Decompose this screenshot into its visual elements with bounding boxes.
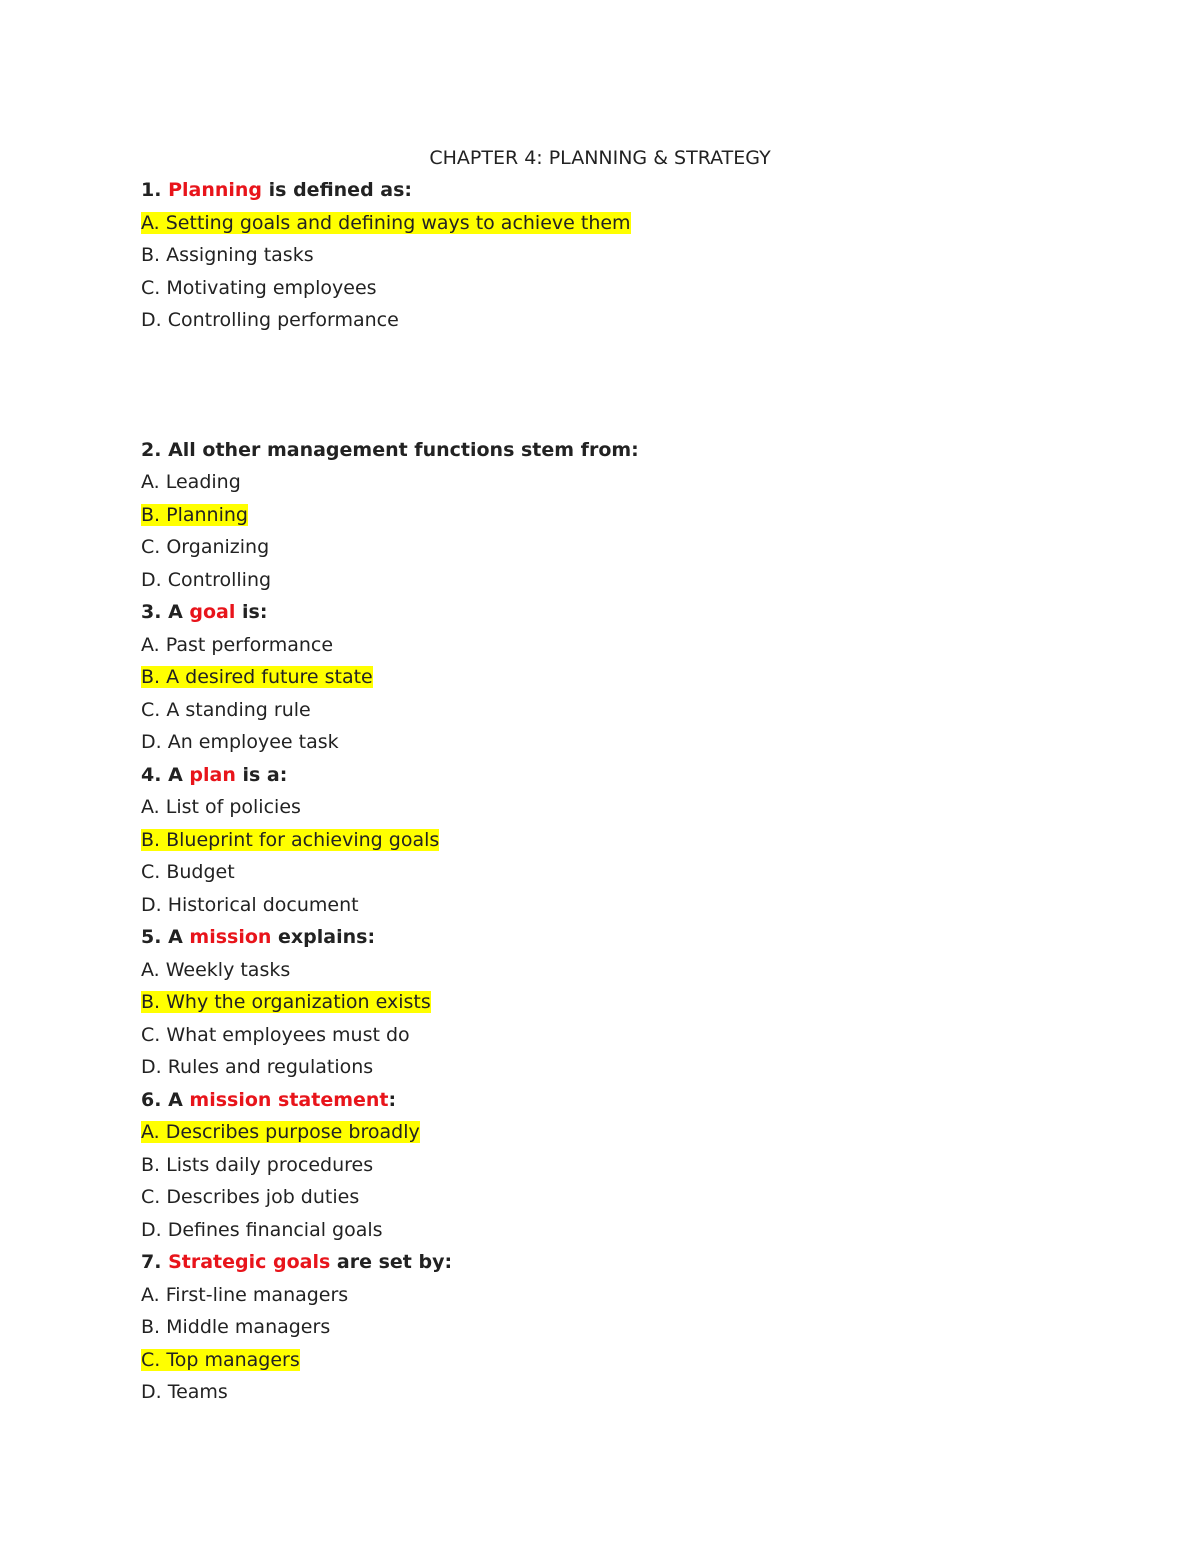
option-text: A. First-line managers — [141, 1283, 349, 1306]
question-text: A — [161, 1088, 190, 1111]
question-text: are set by: — [330, 1251, 453, 1273]
answer-option — [141, 954, 1141, 987]
answer-option — [141, 1019, 1141, 1052]
answer-option — [141, 661, 1141, 694]
question-number: 4. — [141, 763, 162, 786]
answer-option — [141, 564, 1141, 597]
question-stem — [141, 1246, 1141, 1279]
option-text: D. Controlling performance — [141, 309, 399, 331]
question-text: explains: — [271, 926, 376, 948]
question-stem — [141, 174, 1141, 207]
answer-option — [141, 1116, 1141, 1149]
option-text: C. Describes job duties — [141, 1186, 360, 1208]
answer-option — [141, 1279, 1141, 1312]
answer-option — [141, 1051, 1141, 1084]
answer-option — [141, 889, 1141, 922]
option-text: C. What employees must do — [141, 1023, 410, 1046]
question-text: is: — [235, 601, 268, 623]
option-text: D. Controlling — [141, 568, 272, 591]
question-keyword: mission — [189, 926, 272, 948]
option-text: D. Defines financial goals — [141, 1218, 383, 1241]
option-text: B. Lists daily procedures — [141, 1153, 374, 1176]
option-text: D. Teams — [141, 1381, 228, 1403]
option-text: D. Historical document — [141, 893, 359, 916]
question-list — [141, 174, 1141, 1409]
option-text: A. Weekly tasks — [141, 958, 291, 981]
answer-option — [141, 856, 1141, 889]
correct-answer-highlight: B. Why the organization exists — [141, 991, 431, 1013]
option-text: D. An employee task — [141, 731, 339, 753]
correct-answer-highlight: A. Describes purpose broadly — [141, 1121, 420, 1143]
answer-option — [141, 1181, 1141, 1214]
answer-option — [141, 272, 1141, 305]
question-number: 7. — [141, 1251, 162, 1273]
question-keyword: plan — [189, 763, 236, 786]
option-text: A. Past performance — [141, 633, 334, 656]
question-number: 1. — [141, 179, 162, 201]
option-text: B. Middle managers — [141, 1316, 331, 1338]
question-text: All other management functions stem from: — [161, 438, 639, 461]
answer-option — [141, 1376, 1141, 1409]
question-keyword: Strategic goals — [168, 1251, 331, 1273]
question-stem — [141, 1084, 1141, 1117]
question-number: 2. — [141, 438, 162, 461]
correct-answer-highlight: B. Blueprint for achieving goals — [141, 828, 440, 851]
question-text: : — [388, 1088, 397, 1111]
option-text: C. Motivating employees — [141, 276, 377, 299]
answer-option — [141, 1344, 1141, 1377]
answer-option — [141, 1214, 1141, 1247]
blank-space — [141, 337, 1141, 434]
option-text: C. A standing rule — [141, 698, 311, 721]
correct-answer-highlight: C. Top managers — [141, 1348, 300, 1371]
question-text: A — [161, 601, 190, 623]
answer-option — [141, 531, 1141, 564]
question-number: 6. — [141, 1088, 162, 1111]
answer-option — [141, 239, 1141, 272]
correct-answer-highlight: A. Setting goals and defining ways to achieve them — [141, 211, 631, 234]
page-title: CHAPTER 4: PLANNING & STRATEGY — [429, 147, 771, 169]
correct-answer-highlight: B. Planning — [141, 503, 248, 526]
question-keyword: Planning — [168, 179, 263, 201]
answer-option — [141, 791, 1141, 824]
correct-answer-highlight: B. A desired future state — [141, 666, 373, 688]
option-text: C. Budget — [141, 861, 235, 883]
question-text: A — [161, 763, 190, 786]
option-text: B. Assigning tasks — [141, 244, 314, 266]
question-stem — [141, 434, 1141, 467]
question-text: is a: — [235, 763, 288, 786]
answer-option — [141, 694, 1141, 727]
answer-option — [141, 1311, 1141, 1344]
question-stem — [141, 596, 1141, 629]
answer-option — [141, 1149, 1141, 1182]
question-stem — [141, 921, 1141, 954]
answer-option — [141, 304, 1141, 337]
answer-option — [141, 986, 1141, 1019]
answer-option — [141, 824, 1141, 857]
question-stem — [141, 759, 1141, 792]
question-text: A — [161, 926, 190, 948]
option-text: D. Rules and regulations — [141, 1056, 374, 1078]
answer-option — [141, 629, 1141, 662]
question-text: is defined as: — [262, 179, 413, 201]
option-text: A. Leading — [141, 471, 241, 493]
question-number: 5. — [141, 926, 162, 948]
question-number: 3. — [141, 601, 162, 623]
option-text: A. List of policies — [141, 796, 301, 818]
answer-option — [141, 499, 1141, 532]
answer-option — [141, 466, 1141, 499]
question-keyword: mission statement — [189, 1088, 389, 1111]
question-keyword: goal — [189, 601, 236, 623]
answer-option — [141, 726, 1141, 759]
option-text: C. Organizing — [141, 536, 270, 558]
answer-option — [141, 207, 1141, 240]
